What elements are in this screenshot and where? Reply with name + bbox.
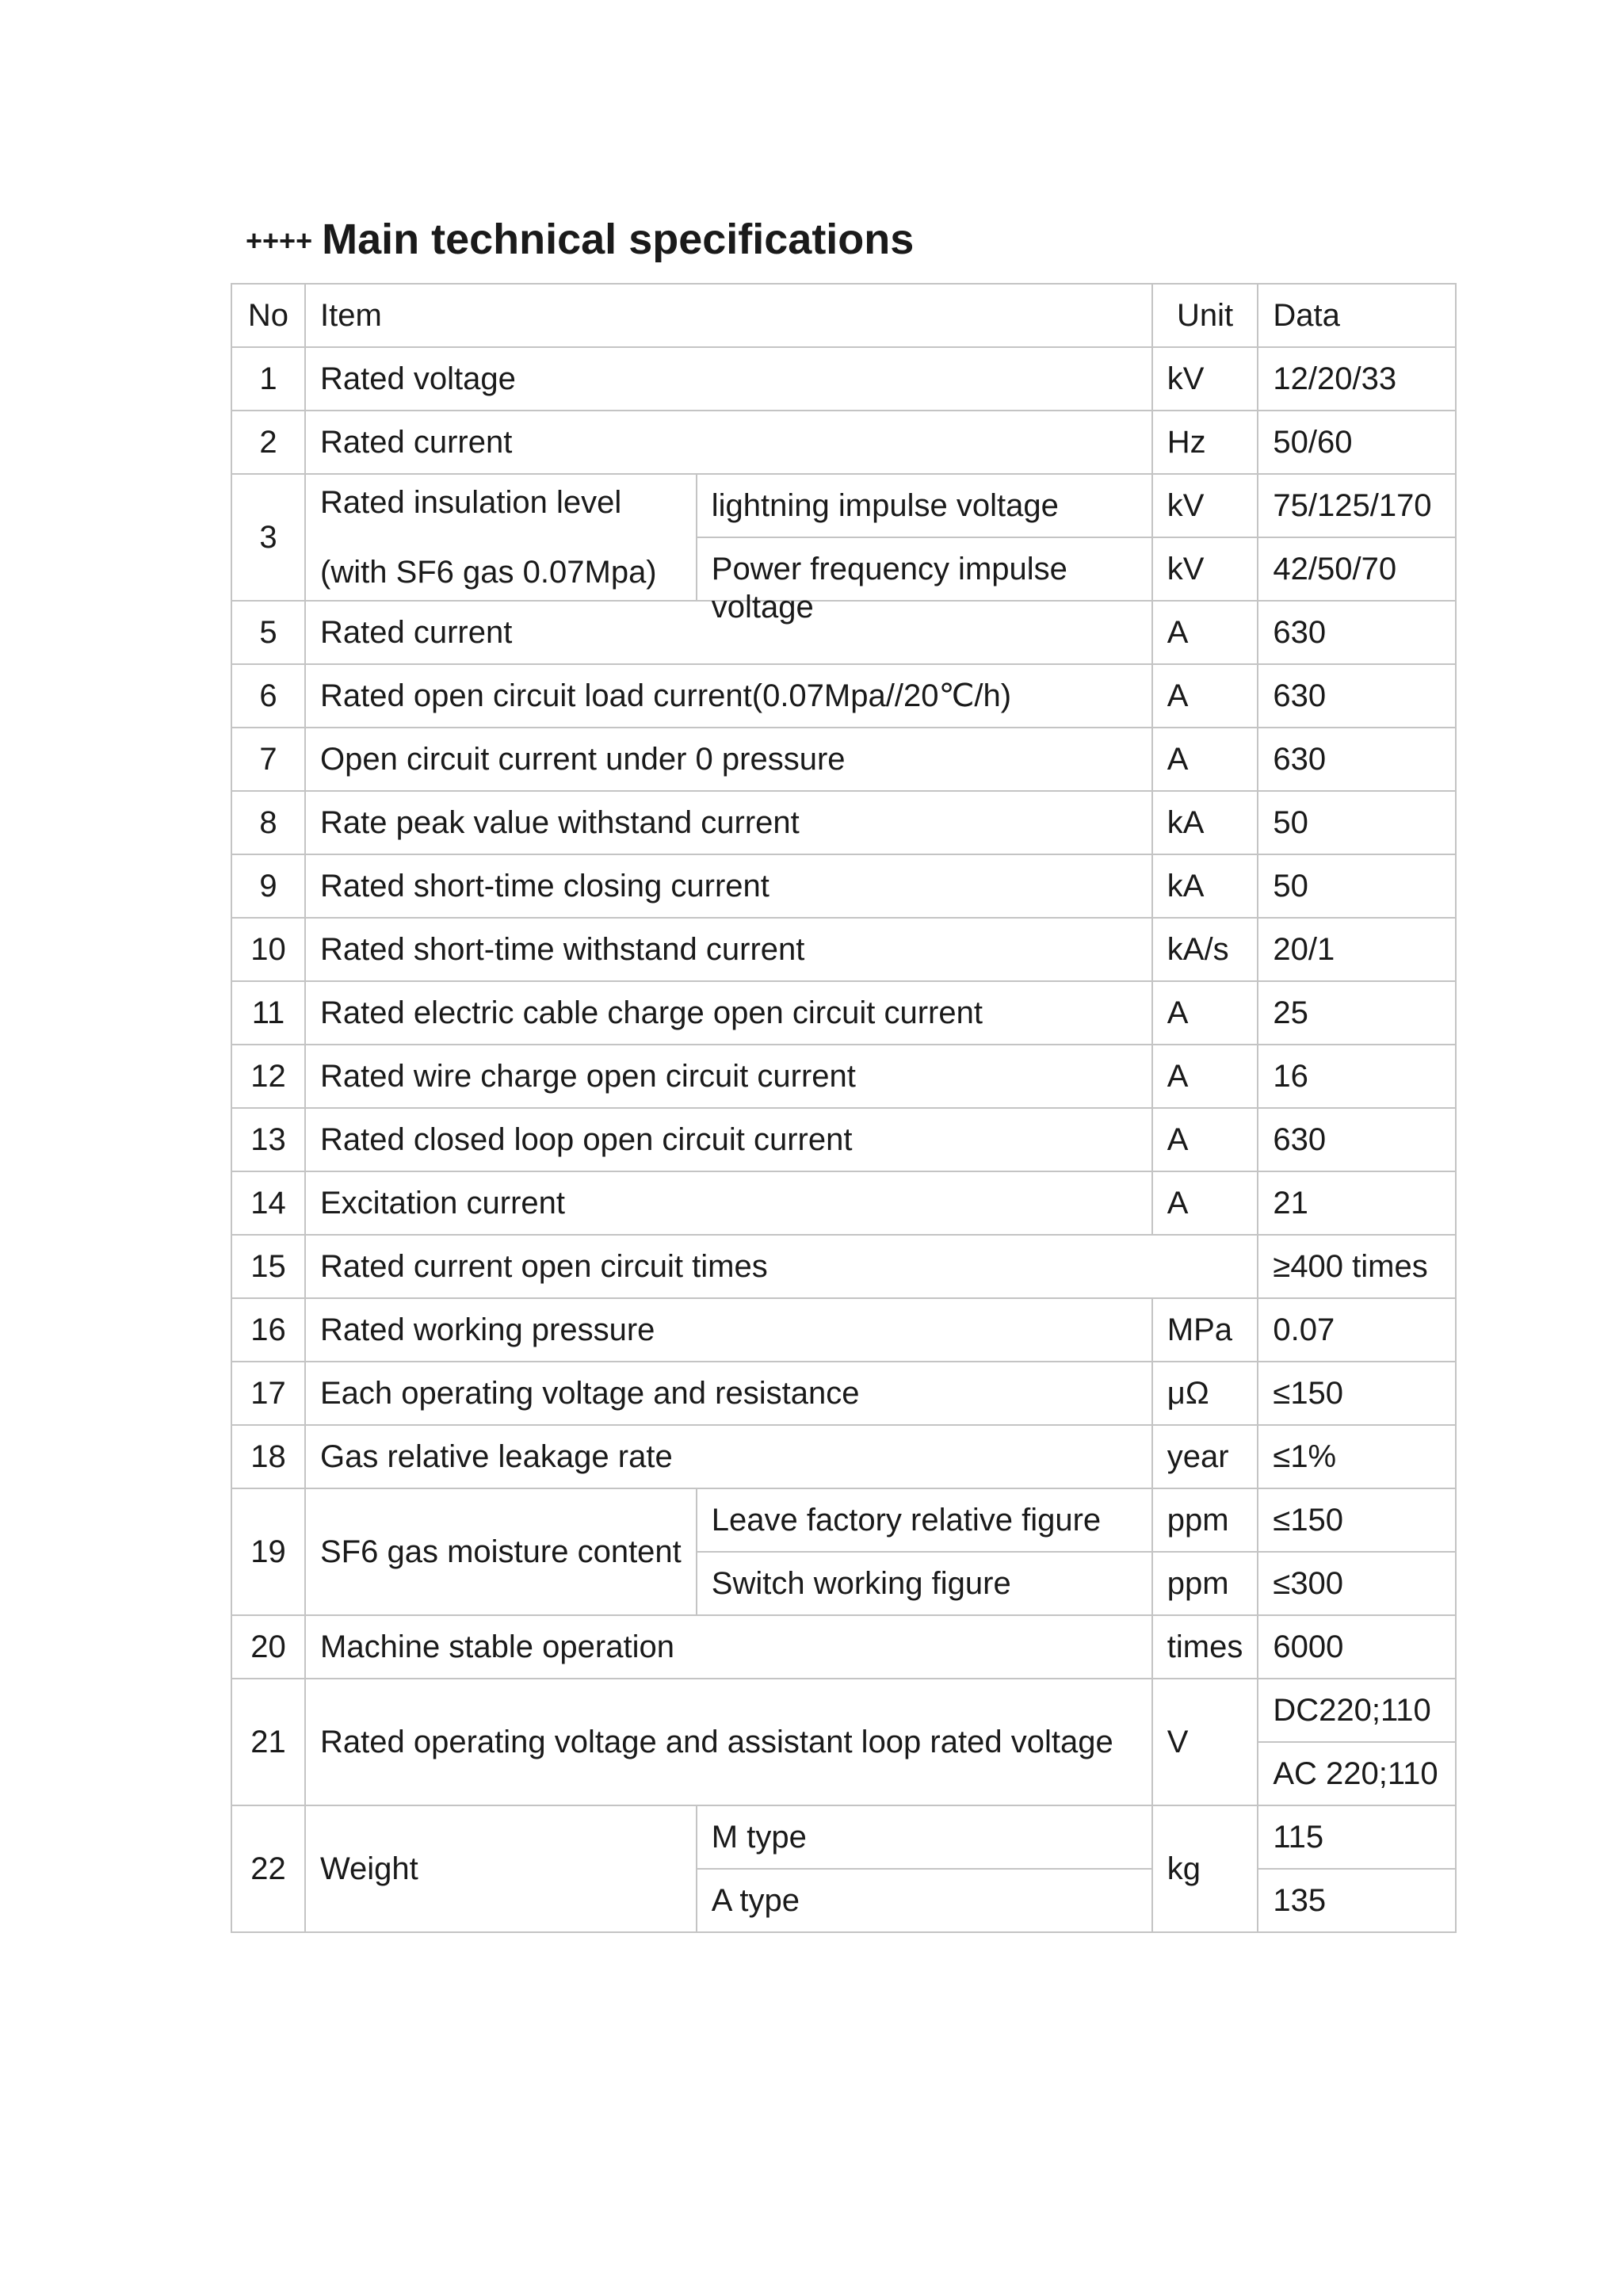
row-data: 50 — [1258, 791, 1456, 854]
row-no: 18 — [231, 1425, 305, 1488]
row-subitem: A type — [697, 1869, 1152, 1932]
row-item: Rated voltage — [305, 347, 1152, 411]
row-item: Excitation current — [305, 1171, 1152, 1235]
row-data: ≤1% — [1258, 1425, 1456, 1488]
row-data: 6000 — [1258, 1615, 1456, 1679]
row-subitem — [697, 537, 1152, 625]
row-no: 14 — [231, 1171, 305, 1235]
row-data: 630 — [1258, 728, 1456, 791]
document-title — [246, 212, 914, 268]
row-data: DC220;110 — [1258, 1679, 1456, 1742]
row-item — [305, 474, 697, 601]
table-row — [231, 1045, 1456, 1108]
row-item: SF6 gas moisture content — [305, 1488, 697, 1615]
row-data: 21 — [1258, 1171, 1456, 1235]
row-unit: A — [1152, 601, 1258, 664]
row-data: 50 — [1258, 854, 1456, 918]
table-row — [231, 791, 1456, 854]
row-data: 135 — [1258, 1869, 1456, 1932]
specifications-table — [231, 283, 1457, 1933]
row-item: Gas relative leakage rate — [305, 1425, 1152, 1488]
row-unit: A — [1152, 1045, 1258, 1108]
header-item: Item — [305, 284, 1152, 347]
row-item: Rated open circuit load current(0.07Mpa//20℃/h) — [305, 664, 1152, 728]
row-no: 8 — [231, 791, 305, 854]
row-no: 21 — [231, 1679, 305, 1805]
table-row — [231, 474, 1456, 537]
row-unit: kA — [1152, 854, 1258, 918]
row-no: 10 — [231, 918, 305, 981]
row-data: 630 — [1258, 601, 1456, 664]
row-unit: Hz — [1152, 411, 1258, 474]
row-no: 6 — [231, 664, 305, 728]
table-row — [231, 1362, 1456, 1425]
row-no: 3 — [231, 474, 305, 601]
row-unit: year — [1152, 1425, 1258, 1488]
table-row — [231, 854, 1456, 918]
table-row — [231, 664, 1456, 728]
row-item: Rated short-time withstand current — [305, 918, 1152, 981]
row-unit: A — [1152, 664, 1258, 728]
row-no: 22 — [231, 1805, 305, 1932]
row-no: 2 — [231, 411, 305, 474]
row-item: Rated closed loop open circuit current — [305, 1108, 1152, 1171]
item-line-1: Rated insulation level — [320, 485, 622, 520]
row-subitem: M type — [697, 1805, 1152, 1869]
row-data: ≤150 — [1258, 1488, 1456, 1552]
row-item: Rated operating voltage and assistant loop rated voltage — [305, 1679, 1152, 1805]
table-row — [231, 1679, 1456, 1742]
row-item: Rated electric cable charge open circuit current — [305, 981, 1152, 1045]
table-row — [231, 1171, 1456, 1235]
row-no: 11 — [231, 981, 305, 1045]
row-no: 19 — [231, 1488, 305, 1615]
row-data: 25 — [1258, 981, 1456, 1045]
table-row — [231, 1615, 1456, 1679]
row-unit: kV — [1152, 474, 1258, 537]
row-unit: A — [1152, 981, 1258, 1045]
row-data: ≤300 — [1258, 1552, 1456, 1615]
table-row — [231, 1235, 1456, 1298]
row-data: 12/20/33 — [1258, 347, 1456, 411]
row-item: Rated short-time closing current — [305, 854, 1152, 918]
row-data: 42/50/70 — [1258, 537, 1456, 601]
table-row — [231, 918, 1456, 981]
row-no: 9 — [231, 854, 305, 918]
row-unit: V — [1152, 1679, 1258, 1805]
title-text: Main technical specifications — [322, 216, 915, 263]
row-item: Weight — [305, 1805, 697, 1932]
row-data: 75/125/170 — [1258, 474, 1456, 537]
row-data: 20/1 — [1258, 918, 1456, 981]
row-item: Rated current — [305, 601, 1152, 664]
header-unit: Unit — [1152, 284, 1258, 347]
row-unit: kV — [1152, 347, 1258, 411]
row-data: 115 — [1258, 1805, 1456, 1869]
table-row — [231, 601, 1456, 664]
title-prefix: ++++ — [246, 224, 313, 257]
table-header-row — [231, 284, 1456, 347]
header-data: Data — [1258, 284, 1456, 347]
table-row — [231, 1108, 1456, 1171]
row-unit: A — [1152, 1108, 1258, 1171]
row-unit: ppm — [1152, 1488, 1258, 1552]
row-data: ≤150 — [1258, 1362, 1456, 1425]
subitem-text: Power frequency impulse voltage — [711, 552, 1067, 625]
row-no: 12 — [231, 1045, 305, 1108]
row-data: 16 — [1258, 1045, 1456, 1108]
table-row — [231, 1425, 1456, 1488]
table-row — [231, 981, 1456, 1045]
row-item: Machine stable operation — [305, 1615, 1152, 1679]
row-unit: kA — [1152, 791, 1258, 854]
row-item: Rated wire charge open circuit current — [305, 1045, 1152, 1108]
row-unit: times — [1152, 1615, 1258, 1679]
row-item: Rated working pressure — [305, 1298, 1152, 1362]
row-item: Rated current — [305, 411, 1152, 474]
table-row — [231, 728, 1456, 791]
row-no: 13 — [231, 1108, 305, 1171]
row-no: 1 — [231, 347, 305, 411]
row-no: 20 — [231, 1615, 305, 1679]
row-subitem: lightning impulse voltage — [697, 474, 1152, 537]
row-no: 15 — [231, 1235, 305, 1298]
row-data: 630 — [1258, 1108, 1456, 1171]
item-line-2: (with SF6 gas 0.07Mpa) — [320, 555, 657, 590]
row-unit: kg — [1152, 1805, 1258, 1932]
row-subitem: Leave factory relative figure — [697, 1488, 1152, 1552]
row-no: 5 — [231, 601, 305, 664]
row-no: 7 — [231, 728, 305, 791]
row-data: 0.07 — [1258, 1298, 1456, 1362]
table-row — [231, 347, 1456, 411]
table-row — [231, 1805, 1456, 1869]
row-item: Rated current open circuit times — [305, 1235, 1258, 1298]
row-unit: A — [1152, 1171, 1258, 1235]
row-data: AC 220;110 — [1258, 1742, 1456, 1805]
row-data: ≥400 times — [1258, 1235, 1456, 1298]
row-data: 630 — [1258, 664, 1456, 728]
row-unit: A — [1152, 728, 1258, 791]
row-unit: ppm — [1152, 1552, 1258, 1615]
row-item: Rate peak value withstand current — [305, 791, 1152, 854]
row-data: 50/60 — [1258, 411, 1456, 474]
row-unit: kV — [1152, 537, 1258, 601]
row-unit: kA/s — [1152, 918, 1258, 981]
row-item: Each operating voltage and resistance — [305, 1362, 1152, 1425]
row-unit: μΩ — [1152, 1362, 1258, 1425]
row-no: 17 — [231, 1362, 305, 1425]
row-no: 16 — [231, 1298, 305, 1362]
table-row — [231, 411, 1456, 474]
row-unit: MPa — [1152, 1298, 1258, 1362]
table-row — [231, 1298, 1456, 1362]
header-no: No — [231, 284, 305, 347]
row-item: Open circuit current under 0 pressure — [305, 728, 1152, 791]
table-row — [231, 1488, 1456, 1552]
row-subitem: Switch working figure — [697, 1552, 1152, 1615]
